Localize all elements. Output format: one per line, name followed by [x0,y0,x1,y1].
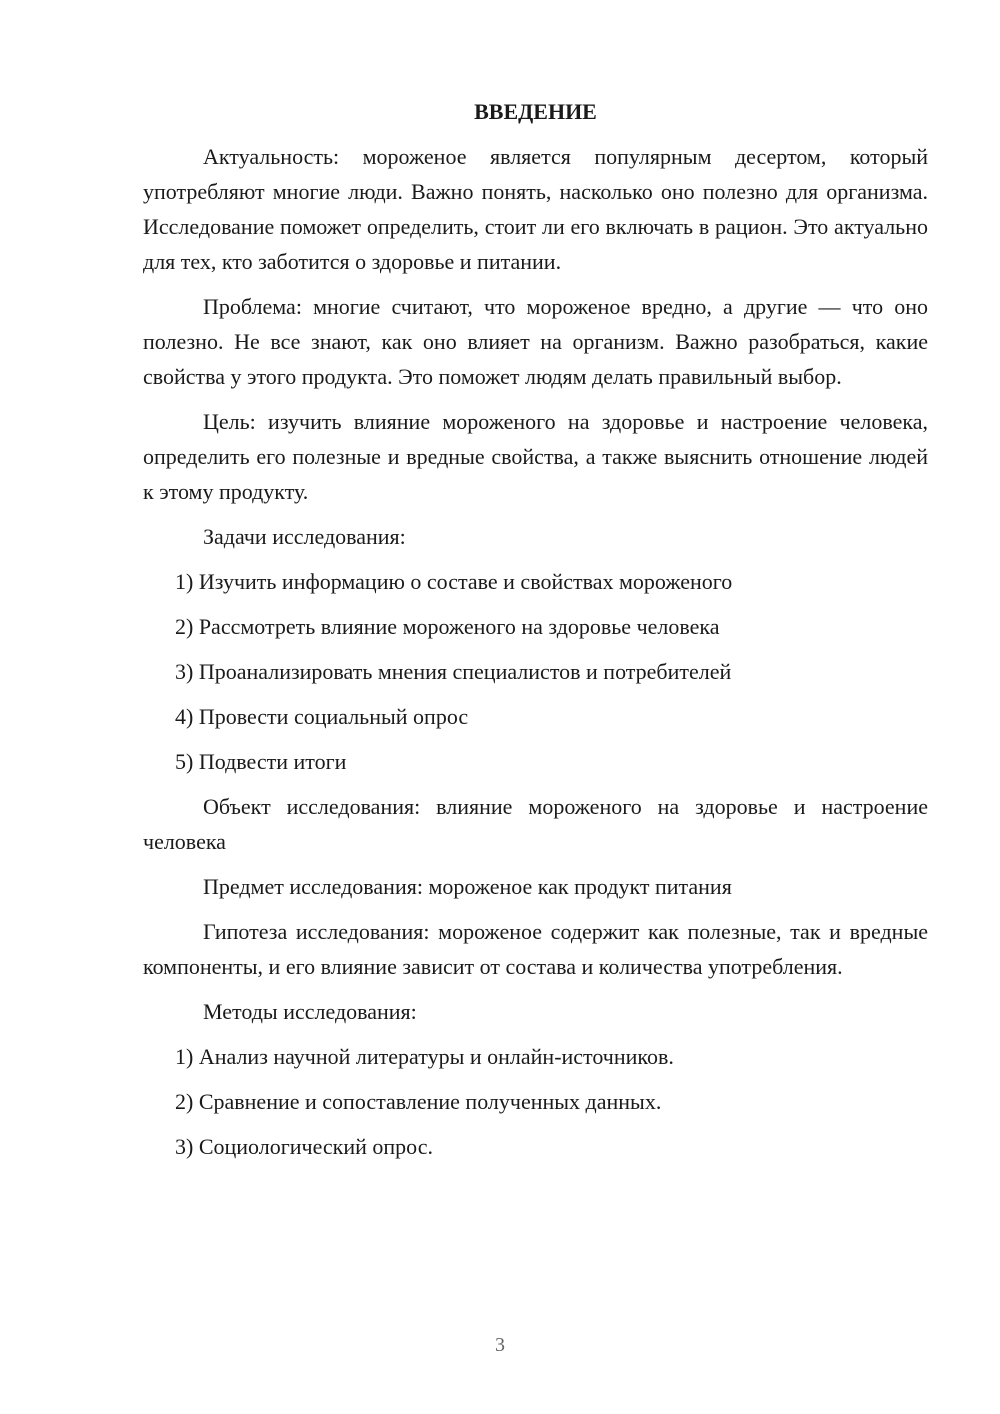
document-page [143,94,928,1174]
methods-list [143,1039,928,1164]
list-item: 4) Провести социальный опрос [175,704,469,729]
tasks-list [143,564,928,779]
relevance-paragraph: Актуальность: мороженое является популярным десертом, который употребляют многие люди. Важно понять, насколько оно полезно для организма. Исследование поможет определить, стоит ли его включать в рацион. Это актуально для тех, кто заботится о здоровье и питании. [143,144,928,274]
list-item: 2) Рассмотреть влияние мороженого на здоровье человека [175,614,720,639]
object-paragraph: Объект исследования: влияние мороженого на здоровье и настроение человека [143,794,928,854]
list-item: 3) Социологический опрос. [175,1134,433,1159]
list-item: 2) Сравнение и сопоставление полученных данных. [175,1089,662,1114]
list-item: 1) Анализ научной литературы и онлайн-источников. [175,1044,674,1069]
methods-heading: Методы исследования: [203,999,417,1024]
list-item: 1) Изучить информацию о составе и свойствах мороженого [175,569,733,594]
subject-paragraph: Предмет исследования: мороженое как продукт питания [203,874,732,899]
problem-paragraph: Проблема: многие считают, что мороженое вредно, а другие — что оно полезно. Не все знают, как оно влияет на организм. Важно разобраться, какие свойства у этого продукта. Это поможет людям делать правильный выбор. [143,294,928,389]
section-title: ВВЕДЕНИЕ [474,99,597,124]
tasks-heading: Задачи исследования: [203,524,406,549]
goal-paragraph: Цель: изучить влияние мороженого на здоровье и настроение человека, определить его полезные и вредные свойства, а также выяснить отношение людей к этому продукту. [143,409,928,504]
hypothesis-paragraph: Гипотеза исследования: мороженое содержит как полезные, так и вредные компоненты, и его влияние зависит от состава и количества употребления. [143,919,928,979]
list-item: 5) Подвести итоги [175,749,347,774]
list-item: 3) Проанализировать мнения специалистов и потребителей [175,659,732,684]
page-number: 3 [495,1334,505,1356]
